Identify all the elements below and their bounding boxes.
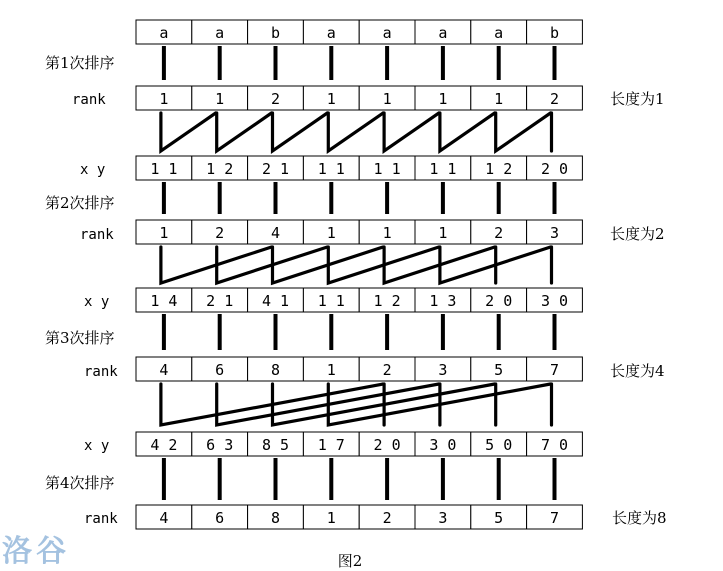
xy-2-label: x y	[84, 294, 110, 310]
rank-2-row-value: 1	[382, 224, 392, 242]
rank-3-row-value: 6	[215, 361, 225, 379]
rank-3-row-value: 4	[159, 361, 169, 379]
rank-2-row-value: 1	[159, 224, 169, 242]
length-2-label: 长度为2	[610, 225, 665, 243]
xy-1-row-value: 1 1	[317, 160, 345, 178]
rank-1-row-value: 1	[326, 90, 336, 108]
string-row-value: a	[438, 24, 448, 42]
xy-3-row-value: 8 5	[261, 436, 290, 454]
rank-1-row-value: 1	[494, 90, 504, 108]
xy-1-row-value: 1 1	[429, 160, 457, 178]
xy-1-row-value: 2 1	[261, 160, 290, 178]
string-row-value: a	[159, 24, 169, 42]
connector-k1	[161, 113, 216, 151]
connector-k1	[217, 113, 272, 151]
xy-2-row-value: 1 4	[150, 292, 178, 310]
xy-2-row-value: 3 0	[540, 292, 569, 310]
xy-3-row-value: 6 3	[206, 436, 234, 454]
xy-2-row-value: 1 1	[317, 292, 345, 310]
string-row-value: a	[494, 24, 504, 42]
xy-2-row-value: 2 0	[485, 292, 513, 310]
xy-3-row-value: 5 0	[485, 436, 513, 454]
round-4-label: 第4次排序	[45, 474, 115, 492]
round-3-label: 第3次排序	[45, 329, 115, 347]
rank-2-row-value: 1	[438, 224, 448, 242]
round-2-label: 第2次排序	[45, 194, 115, 212]
string-row-value: b	[549, 24, 560, 42]
string-row-value: a	[215, 24, 225, 42]
xy-1-row-value: 1 2	[485, 160, 513, 178]
rank-2-row-value: 3	[549, 224, 560, 242]
xy-3-row-value: 7 0	[540, 436, 569, 454]
length-4-label: 长度为8	[612, 509, 667, 527]
connector-k1	[328, 113, 383, 151]
xy-3-row-value: 2 0	[373, 436, 401, 454]
rank-3-row-value: 5	[494, 361, 504, 379]
rank-1-row-value: 1	[438, 90, 448, 108]
rank-1-row-value: 1	[215, 90, 225, 108]
string-row-value: a	[382, 24, 392, 42]
xy-2-row-value: 1 3	[429, 292, 457, 310]
rank-4-row-value: 6	[215, 509, 225, 527]
rank-3-row-value: 3	[438, 361, 448, 379]
xy-1-row-value: 2 0	[540, 160, 569, 178]
xy-1-row-value: 1 1	[373, 160, 401, 178]
rank-4-label: rank	[84, 511, 118, 527]
rank-4-row-value: 3	[438, 509, 448, 527]
rank-4-row-value: 1	[326, 509, 336, 527]
xy-1-row-value: 1 1	[150, 160, 178, 178]
rank-3-row-value: 1	[326, 361, 336, 379]
watermark-logo: 洛谷	[2, 534, 70, 569]
rank-1-row-value: 2	[270, 90, 281, 108]
rank-2-row-value: 4	[270, 224, 281, 242]
xy-3-row-value: 1 7	[317, 436, 345, 454]
rank-3-row-value: 7	[549, 361, 560, 379]
connector-k1	[440, 113, 495, 151]
xy-1-row-value: 1 2	[206, 160, 234, 178]
string-row-value: b	[270, 24, 281, 42]
length-1-label: 长度为1	[610, 90, 665, 108]
connector-k1	[273, 113, 328, 151]
rank-2-row-value: 2	[215, 224, 225, 242]
string-row-value: a	[326, 24, 336, 42]
rank-2-row-value: 1	[326, 224, 336, 242]
xy-3-row-value: 4 2	[150, 436, 178, 454]
xy-2-row-value: 1 2	[373, 292, 401, 310]
rank-1-label: rank	[72, 92, 106, 108]
xy-3-label: x y	[84, 438, 110, 454]
rank-4-row-value: 2	[382, 509, 392, 527]
rank-3-row-value: 8	[270, 361, 281, 379]
connector-k1	[384, 113, 439, 151]
rank-4-row-value: 7	[549, 509, 560, 527]
xy-2-row-value: 4 1	[261, 292, 290, 310]
length-3-label: 长度为4	[610, 362, 665, 380]
rank-2-row-value: 2	[494, 224, 504, 242]
round-1-label: 第1次排序	[45, 54, 115, 72]
figure-caption: 图2	[337, 552, 363, 570]
xy-3-row-value: 3 0	[429, 436, 457, 454]
rank-2-label: rank	[80, 227, 114, 243]
rank-4-row-value: 8	[270, 509, 281, 527]
rank-4-row-value: 4	[159, 509, 169, 527]
rank-1-row-value: 1	[382, 90, 392, 108]
xy-2-row-value: 2 1	[206, 292, 234, 310]
xy-1-label: x y	[80, 162, 106, 178]
rank-3-row-value: 2	[382, 361, 392, 379]
rank-1-row-value: 1	[159, 90, 169, 108]
rank-1-row-value: 2	[549, 90, 560, 108]
connector-k1	[496, 113, 551, 151]
rank-3-label: rank	[84, 364, 118, 380]
rank-4-row-value: 5	[494, 509, 504, 527]
